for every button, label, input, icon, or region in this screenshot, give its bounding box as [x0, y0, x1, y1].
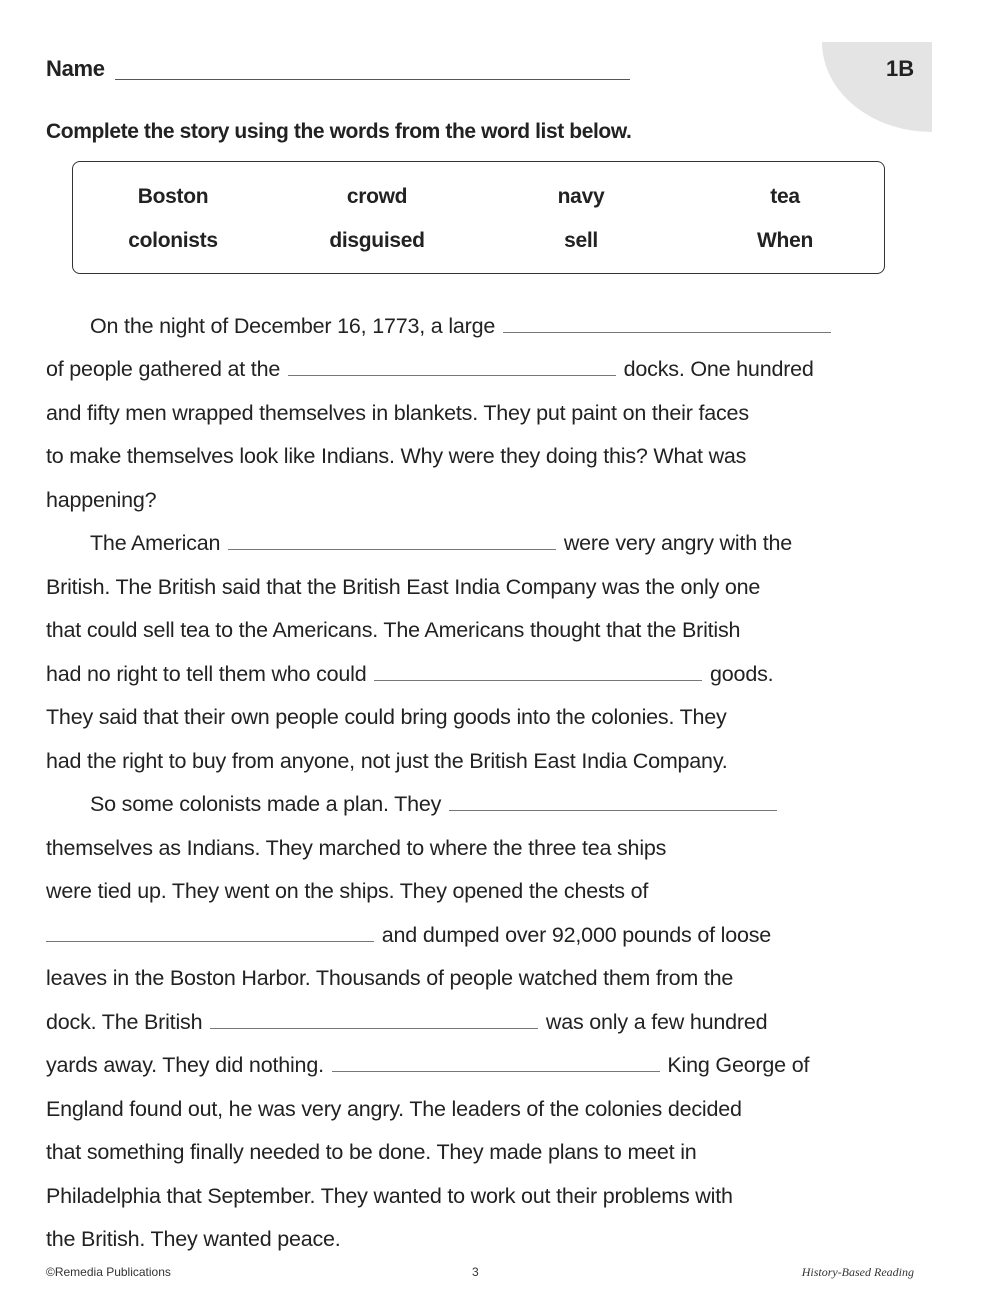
instructions: Complete the story using the words from the word list below. [46, 120, 632, 143]
story-line [46, 923, 771, 953]
story-text-segment: On the night of December 16, 1773, a large [90, 314, 496, 338]
page-code: 1B [886, 56, 915, 81]
story-text-segment: was only a few hundred [545, 1010, 768, 1034]
name-input-line[interactable] [115, 79, 630, 80]
answer-blank-3[interactable] [228, 531, 556, 550]
footer-publisher: ©Remedia Publications [46, 1265, 171, 1279]
story-text-segment: The American [90, 531, 221, 555]
answer-blank-5[interactable] [449, 792, 777, 811]
story-line [46, 314, 833, 344]
answer-blank-4[interactable] [374, 662, 702, 681]
answer-blank-2[interactable] [288, 357, 616, 376]
story-line [46, 662, 773, 692]
story-line: that could sell tea to the Americans. The Americans thought that the British [46, 618, 741, 642]
story-line [46, 792, 779, 822]
story-text-segment: yards away. They did nothing. [46, 1053, 324, 1077]
story-line: were tied up. They went on the ships. They opened the chests of [46, 879, 649, 903]
story-text-segment: So some colonists made a plan. They [90, 792, 442, 816]
story-line: England found out, he was very angry. The leaders of the colonies decided [46, 1097, 742, 1121]
word-list-item: sell [564, 229, 598, 252]
story-text-segment: of people gathered at the [46, 357, 281, 381]
answer-blank-6[interactable] [46, 923, 374, 942]
answer-blank-1[interactable] [503, 314, 831, 333]
word-list-item: disguised [329, 229, 425, 252]
story-text-segment: goods. [710, 662, 774, 686]
word-list-box [72, 161, 885, 274]
story-text-segment: had no right to tell them who could [46, 662, 367, 686]
footer-page-number: 3 [472, 1265, 479, 1279]
corner-tab-decoration [822, 42, 932, 132]
story-text-segment: were very angry with the [563, 531, 793, 555]
story-text-segment: and dumped over 92,000 pounds of loose [381, 923, 772, 947]
story-line [46, 531, 792, 561]
story-line: happening? [46, 488, 157, 512]
word-list-item: colonists [128, 229, 218, 252]
story-line: had the right to buy from anyone, not just the British East India Company. [46, 749, 728, 773]
story-text-segment: docks. One hundred [623, 357, 814, 381]
word-list-item: crowd [346, 185, 408, 208]
story-line: British. The British said that the British East India Company was the only one [46, 575, 761, 599]
word-list-item: Boston [137, 185, 209, 208]
story-line: They said that their own people could bring goods into the colonies. They [46, 705, 727, 729]
name-label: Name [46, 56, 105, 81]
story-line: the British. They wanted peace. [46, 1227, 341, 1251]
story-line: to make themselves look like Indians. Why were they doing this? What was [46, 444, 747, 468]
story-line: Philadelphia that September. They wanted to work out their problems with [46, 1184, 733, 1208]
answer-blank-7[interactable] [210, 1010, 538, 1029]
footer-book-title: History-Based Reading [801, 1265, 914, 1279]
story-line: themselves as Indians. They marched to where the three tea ships [46, 836, 667, 860]
answer-blank-8[interactable] [332, 1053, 660, 1072]
story-text-segment: dock. The British [46, 1010, 203, 1034]
word-list-item: When [757, 229, 813, 252]
story-line: and fifty men wrapped themselves in blankets. They put paint on their faces [46, 401, 749, 425]
story-line [46, 357, 814, 387]
story-line: leaves in the Boston Harbor. Thousands of people watched them from the [46, 966, 734, 990]
story-line [46, 1010, 767, 1040]
story-text-segment: King George of [667, 1053, 810, 1077]
word-list-item: tea [770, 185, 800, 208]
story-line [46, 1053, 809, 1083]
story-line: that something finally needed to be done. They made plans to meet in [46, 1140, 697, 1164]
word-list-item: navy [557, 185, 605, 208]
